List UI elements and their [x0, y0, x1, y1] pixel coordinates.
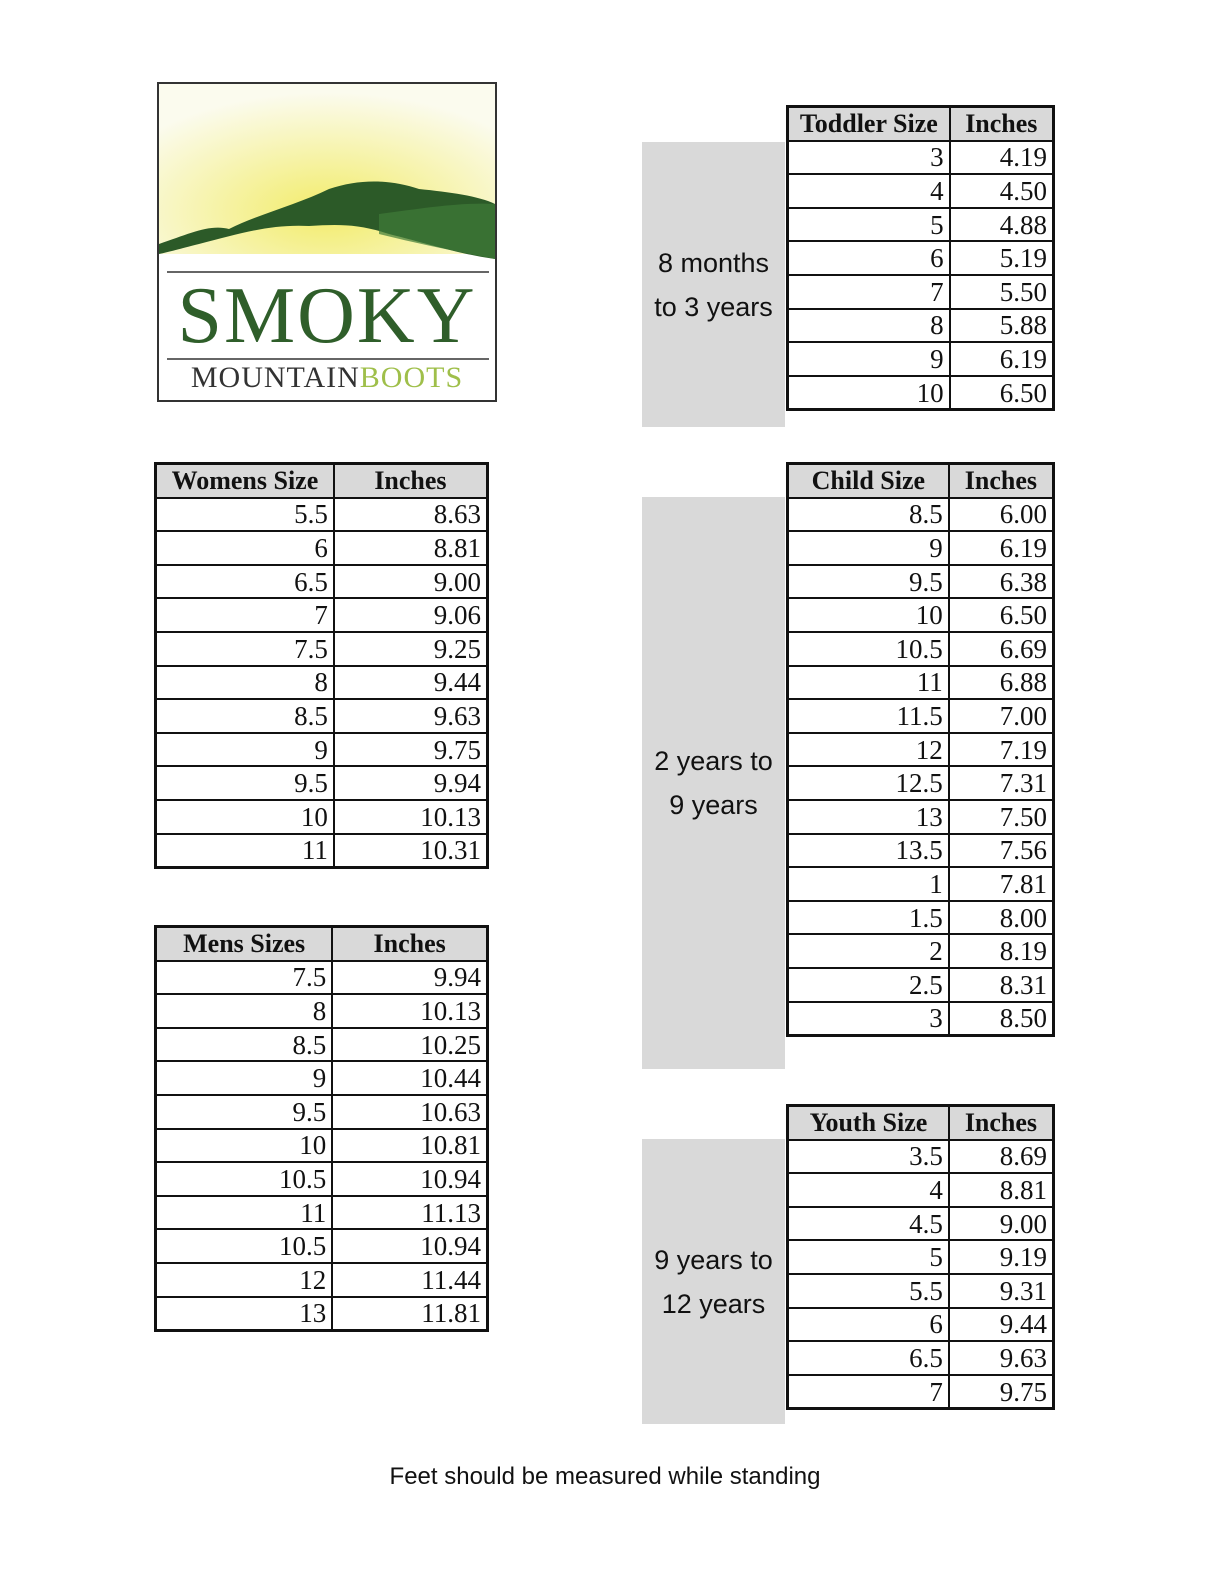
- youth-age-label: [642, 1139, 785, 1424]
- inches-cell: 5.88: [950, 309, 1054, 343]
- inches-cell: 10.63: [332, 1095, 487, 1129]
- toddler-age-label: [642, 142, 785, 427]
- inches-cell: 4.50: [950, 174, 1054, 208]
- size-cell: 4: [788, 1173, 949, 1207]
- size-cell: 1.5: [788, 901, 949, 935]
- size-cell: 8.5: [788, 498, 949, 532]
- inches-cell: 11.13: [332, 1196, 487, 1230]
- inches-cell: 9.75: [334, 733, 488, 767]
- size-cell: 3.5: [788, 1140, 949, 1174]
- table-row: [788, 598, 1054, 632]
- inches-cell: 8.81: [949, 1173, 1054, 1207]
- inches-cell: 9.19: [949, 1240, 1054, 1274]
- column-header: Child Size: [788, 464, 949, 498]
- inches-cell: 9.75: [949, 1375, 1054, 1409]
- size-cell: 5: [788, 208, 950, 242]
- table-row: [788, 699, 1054, 733]
- inches-cell: 7.56: [949, 834, 1054, 868]
- inches-cell: 9.94: [332, 961, 487, 995]
- table-row: [788, 498, 1054, 532]
- table-row: [788, 531, 1054, 565]
- column-header: Youth Size: [788, 1106, 949, 1140]
- inches-cell: 10.94: [332, 1162, 487, 1196]
- inches-cell: 8.00: [949, 901, 1054, 935]
- inches-cell: 10.44: [332, 1061, 487, 1095]
- size-cell: 7.5: [156, 961, 333, 995]
- header-row: [156, 464, 488, 498]
- size-cell: 3: [788, 141, 950, 175]
- inches-cell: 9.06: [334, 598, 488, 632]
- table-row: [788, 1308, 1054, 1342]
- table-row: [156, 1061, 488, 1095]
- inches-cell: 9.25: [334, 632, 488, 666]
- table-row: [156, 1095, 488, 1129]
- inches-cell: 9.63: [334, 699, 488, 733]
- age-label-line: 9 years: [669, 790, 758, 820]
- inches-cell: 9.63: [949, 1341, 1054, 1375]
- inches-cell: 6.38: [949, 565, 1054, 599]
- size-cell: 9: [788, 342, 950, 376]
- size-cell: 11: [156, 834, 334, 868]
- table-row: [788, 733, 1054, 767]
- inches-cell: 10.94: [332, 1229, 487, 1263]
- age-label-line: 12 years: [661, 1288, 766, 1319]
- table-row: [788, 342, 1054, 376]
- toddler-size-table: [786, 105, 1055, 411]
- inches-cell: 7.50: [949, 800, 1054, 834]
- table-row: [156, 1129, 488, 1163]
- table-row: [156, 1162, 488, 1196]
- size-cell: 10.5: [156, 1162, 333, 1196]
- size-cell: 10: [156, 800, 334, 834]
- size-cell: 9: [788, 531, 949, 565]
- inches-cell: 10.25: [332, 1028, 487, 1062]
- table-row: [156, 733, 488, 767]
- column-header: Inches: [332, 927, 487, 961]
- table-row: [788, 1341, 1054, 1375]
- table-row: [156, 961, 488, 995]
- inches-cell: 10.81: [332, 1129, 487, 1163]
- size-cell: 7: [156, 598, 334, 632]
- size-cell: 12.5: [788, 766, 949, 800]
- table-row: [788, 1240, 1054, 1274]
- inches-cell: 6.88: [949, 666, 1054, 700]
- inches-cell: 4.19: [950, 141, 1054, 175]
- table-row: [788, 174, 1054, 208]
- inches-cell: 9.00: [334, 565, 488, 599]
- size-cell: 8: [156, 994, 333, 1028]
- table-row: [156, 1196, 488, 1230]
- inches-cell: 10.13: [334, 800, 488, 834]
- inches-cell: 8.81: [334, 531, 488, 565]
- inches-cell: 10.31: [334, 834, 488, 868]
- table-row: [788, 275, 1054, 309]
- age-label-line: 2 years to: [654, 746, 773, 776]
- size-cell: 8.5: [156, 699, 334, 733]
- size-cell: 10: [788, 598, 949, 632]
- table-row: [788, 208, 1054, 242]
- inches-cell: 7.81: [949, 867, 1054, 901]
- table-row: [788, 1173, 1054, 1207]
- size-cell: 3: [788, 1002, 949, 1036]
- size-cell: 5: [788, 1240, 949, 1274]
- table-row: [788, 1375, 1054, 1409]
- child-size-table: [786, 462, 1055, 1037]
- inches-cell: 8.31: [949, 968, 1054, 1002]
- age-label-line: 8 months: [657, 247, 770, 278]
- size-cell: 11: [788, 666, 949, 700]
- column-header: Inches: [949, 1106, 1054, 1140]
- size-cell: 4: [788, 174, 950, 208]
- size-cell: 6: [788, 1308, 949, 1342]
- womens-size-table: [154, 462, 489, 869]
- table-row: [156, 598, 488, 632]
- table-row: [156, 565, 488, 599]
- table-row: [156, 1028, 488, 1062]
- youth-size-table: [786, 1104, 1055, 1410]
- inches-cell: 11.81: [332, 1297, 487, 1331]
- table-row: [156, 632, 488, 666]
- logo-boots-text: BOOTS: [359, 361, 464, 394]
- size-cell: 6.5: [156, 565, 334, 599]
- table-row: [788, 666, 1054, 700]
- column-header: Inches: [949, 464, 1054, 498]
- inches-cell: 5.50: [950, 275, 1054, 309]
- table-row: [788, 1274, 1054, 1308]
- size-cell: 10: [156, 1129, 333, 1163]
- size-cell: 8: [788, 309, 950, 343]
- size-cell: 13.5: [788, 834, 949, 868]
- column-header: Womens Size: [156, 464, 334, 498]
- size-cell: 4.5: [788, 1207, 949, 1241]
- inches-cell: 7.00: [949, 699, 1054, 733]
- size-cell: 10.5: [156, 1229, 333, 1263]
- age-label-line: to 3 years: [654, 291, 773, 322]
- inches-cell: 6.69: [949, 632, 1054, 666]
- size-cell: 9.5: [788, 565, 949, 599]
- size-cell: 9.5: [156, 766, 334, 800]
- logo-mountain-boots-text: [159, 362, 495, 394]
- inches-cell: 9.44: [334, 666, 488, 700]
- table-row: [788, 968, 1054, 1002]
- inches-cell: 6.50: [950, 376, 1054, 410]
- inches-cell: 8.19: [949, 934, 1054, 968]
- size-cell: 8.5: [156, 1028, 333, 1062]
- table-row: [156, 1263, 488, 1297]
- size-cell: 10: [788, 376, 950, 410]
- inches-cell: 6.00: [949, 498, 1054, 532]
- size-cell: 7: [788, 1375, 949, 1409]
- table-row: [156, 666, 488, 700]
- table-row: [788, 376, 1054, 410]
- inches-cell: 4.88: [950, 208, 1054, 242]
- table-row: [788, 241, 1054, 275]
- column-header: Toddler Size: [788, 107, 950, 141]
- table-row: [788, 800, 1054, 834]
- header-row: [788, 107, 1054, 141]
- inches-cell: 9.44: [949, 1308, 1054, 1342]
- column-header: Inches: [334, 464, 488, 498]
- header-row: [156, 927, 488, 961]
- table-row: [788, 1002, 1054, 1036]
- table-row: [156, 994, 488, 1028]
- size-cell: 12: [156, 1263, 333, 1297]
- inches-cell: 8.63: [334, 498, 488, 532]
- table-row: [788, 632, 1054, 666]
- size-cell: 7: [788, 275, 950, 309]
- size-cell: 7.5: [156, 632, 334, 666]
- size-cell: 5.5: [156, 498, 334, 532]
- size-cell: 11.5: [788, 699, 949, 733]
- column-header: Mens Sizes: [156, 927, 333, 961]
- size-cell: 13: [156, 1297, 333, 1331]
- child-age-label: [642, 497, 785, 1069]
- logo-mountain-text: MOUNTAIN: [190, 361, 360, 394]
- inches-cell: 9.31: [949, 1274, 1054, 1308]
- table-row: [156, 498, 488, 532]
- header-row: [788, 464, 1054, 498]
- table-row: [788, 834, 1054, 868]
- table-row: [788, 565, 1054, 599]
- inches-cell: 6.50: [949, 598, 1054, 632]
- inches-cell: 5.19: [950, 241, 1054, 275]
- table-row: [788, 901, 1054, 935]
- size-cell: 2: [788, 934, 949, 968]
- table-row: [156, 531, 488, 565]
- table-row: [788, 1207, 1054, 1241]
- column-header: Inches: [950, 107, 1054, 141]
- table-row: [788, 1140, 1054, 1174]
- inches-cell: 11.44: [332, 1263, 487, 1297]
- size-cell: 6: [788, 241, 950, 275]
- inches-cell: 9.00: [949, 1207, 1054, 1241]
- size-cell: 12: [788, 733, 949, 767]
- size-cell: 6.5: [788, 1341, 949, 1375]
- inches-cell: 8.50: [949, 1002, 1054, 1036]
- size-cell: 13: [788, 800, 949, 834]
- table-row: [156, 834, 488, 868]
- age-label-line: 9 years to: [654, 1244, 773, 1275]
- size-cell: 11: [156, 1196, 333, 1230]
- size-cell: 9: [156, 733, 334, 767]
- size-cell: 1: [788, 867, 949, 901]
- size-cell: 6: [156, 531, 334, 565]
- inches-cell: 6.19: [950, 342, 1054, 376]
- table-row: [788, 934, 1054, 968]
- table-row: [788, 141, 1054, 175]
- logo-smoky-text: SMOKY: [177, 272, 477, 360]
- header-row: [788, 1106, 1054, 1140]
- table-row: [156, 1297, 488, 1331]
- table-row: [156, 800, 488, 834]
- inches-cell: 7.31: [949, 766, 1054, 800]
- size-cell: 8: [156, 666, 334, 700]
- inches-cell: 9.94: [334, 766, 488, 800]
- size-cell: 2.5: [788, 968, 949, 1002]
- inches-cell: 7.19: [949, 733, 1054, 767]
- size-cell: 9.5: [156, 1095, 333, 1129]
- size-cell: 9: [156, 1061, 333, 1095]
- inches-cell: 8.69: [949, 1140, 1054, 1174]
- table-row: [156, 699, 488, 733]
- footer-note: Feet should be measured while standing: [389, 1463, 821, 1490]
- size-cell: 5.5: [788, 1274, 949, 1308]
- size-cell: 10.5: [788, 632, 949, 666]
- inches-cell: 6.19: [949, 531, 1054, 565]
- table-row: [156, 766, 488, 800]
- table-row: [788, 766, 1054, 800]
- table-row: [788, 309, 1054, 343]
- smoky-mountain-boots-logo: [157, 82, 497, 402]
- table-row: [156, 1229, 488, 1263]
- mens-size-table: [154, 925, 489, 1332]
- table-row: [788, 867, 1054, 901]
- inches-cell: 10.13: [332, 994, 487, 1028]
